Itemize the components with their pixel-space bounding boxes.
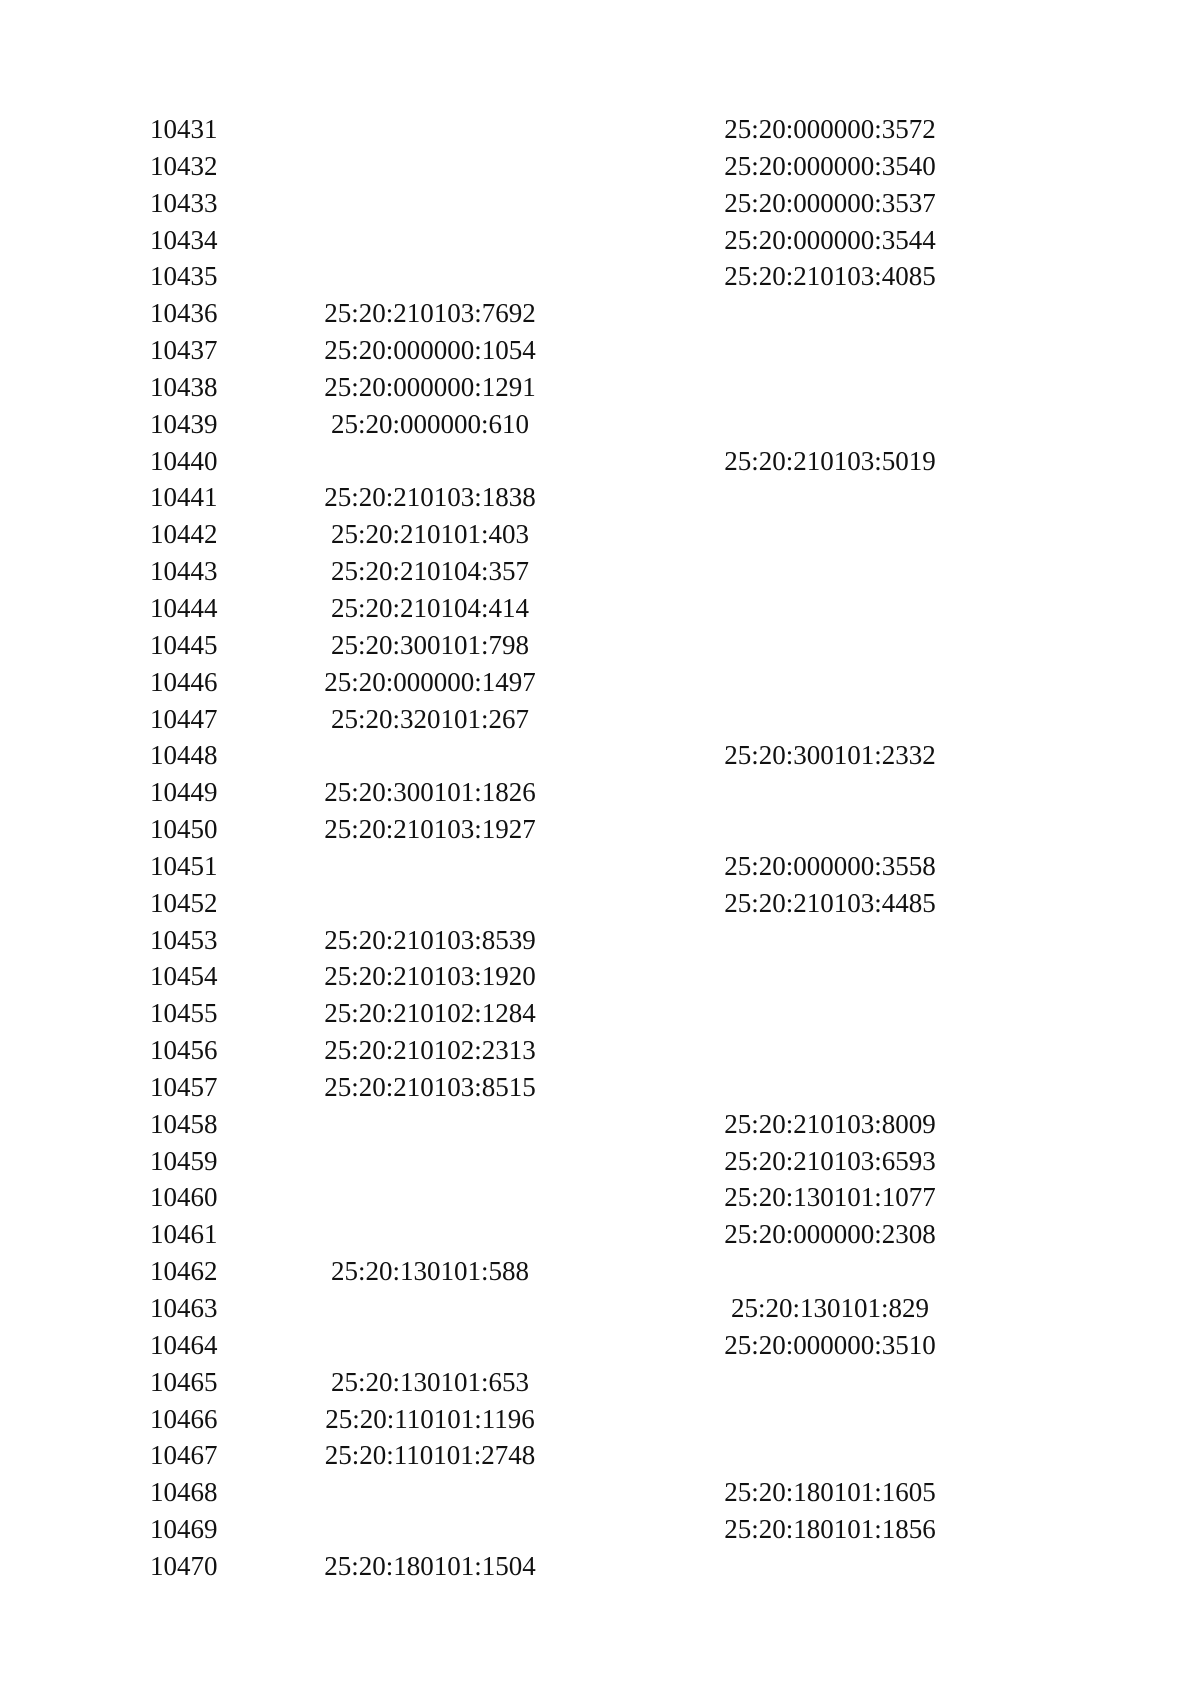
table-row: [0, 737, 1200, 774]
cadastral-number-col2: 25:20:000000:3544: [724, 224, 936, 255]
table-row: [0, 1216, 1200, 1253]
row-number: 10439: [150, 408, 218, 439]
cadastral-number-col1: 25:20:000000:1291: [324, 371, 536, 402]
cadastral-number-col2: 25:20:000000:2308: [724, 1219, 936, 1250]
table-row: [0, 1401, 1200, 1438]
table-row: [0, 1364, 1200, 1401]
row-number: 10458: [150, 1108, 218, 1139]
table-row: [0, 185, 1200, 222]
cadastral-number-col2: 25:20:180101:1856: [724, 1514, 936, 1545]
row-number: 10433: [150, 187, 218, 218]
cadastral-number-col2: 25:20:300101:2332: [724, 740, 936, 771]
row-number: 10454: [150, 961, 218, 992]
table-row: [0, 701, 1200, 738]
row-number: 10468: [150, 1477, 218, 1508]
row-number: 10461: [150, 1219, 218, 1250]
cadastral-number-col2: 25:20:000000:3558: [724, 850, 936, 881]
table-row: [0, 111, 1200, 148]
row-number: 10436: [150, 298, 218, 329]
table-row: [0, 1548, 1200, 1585]
cadastral-number-col1: 25:20:000000:1497: [324, 666, 536, 697]
cadastral-number-col1: 25:20:000000:610: [330, 408, 529, 439]
row-number: 10435: [150, 261, 218, 292]
cadastral-number-col2: 25:20:210103:4085: [724, 261, 936, 292]
cadastral-number-col1: 25:20:000000:1054: [324, 335, 536, 366]
row-number: 10434: [150, 224, 218, 255]
row-number: 10440: [150, 445, 218, 476]
row-number: 10441: [150, 482, 218, 513]
table-row: [0, 406, 1200, 443]
row-number: 10445: [150, 629, 218, 660]
row-number: 10453: [150, 924, 218, 955]
cadastral-number-col2: 25:20:000000:3510: [724, 1329, 936, 1360]
table-row: [0, 995, 1200, 1032]
row-number: 10449: [150, 777, 218, 808]
row-number: 10443: [150, 556, 218, 587]
cadastral-number-col1: 25:20:210103:8539: [324, 924, 536, 955]
row-number: 10455: [150, 998, 218, 1029]
cadastral-number-col1: 25:20:300101:1826: [324, 777, 536, 808]
row-number: 10431: [150, 114, 218, 144]
row-number: 10452: [150, 887, 218, 918]
cadastral-number-col1: 25:20:320101:267: [330, 703, 529, 734]
cadastral-number-col2: 25:20:130101:829: [730, 1293, 929, 1323]
table-row: [0, 369, 1200, 406]
cadastral-number-col1: 25:20:210103:1838: [324, 482, 536, 513]
cadastral-number-col1: 25:20:210103:7692: [324, 298, 536, 329]
row-number: 10456: [150, 1035, 218, 1066]
table-row: [0, 553, 1200, 590]
cadastral-number-col1: 25:20:210101:403: [330, 519, 529, 550]
table-row: [0, 1474, 1200, 1511]
row-number: 10464: [150, 1329, 218, 1360]
cadastral-number-col1: 25:20:210103:1920: [324, 961, 536, 992]
row-number: 10459: [150, 1145, 218, 1176]
table-row: [0, 1327, 1200, 1364]
cadastral-number-col1: 25:20:210103:8515: [324, 1071, 536, 1102]
row-number: 10444: [150, 592, 218, 623]
row-number: 10432: [150, 150, 218, 181]
row-number: 10467: [150, 1440, 218, 1471]
cadastral-number-col2: 25:20:000000:3572: [724, 114, 936, 144]
table-row: [0, 627, 1200, 664]
table-row: [0, 1437, 1200, 1474]
cadastral-number-col2: 25:20:000000:3537: [724, 187, 936, 218]
row-number: 10469: [150, 1514, 218, 1545]
row-number: 10450: [150, 814, 218, 845]
cadastral-number-col1: 25:20:110101:2748: [324, 1440, 536, 1471]
cadastral-number-col1: 25:20:110101:1196: [325, 1403, 535, 1434]
cadastral-number-col1: 25:20:210102:2313: [324, 1035, 536, 1066]
row-number: 10437: [150, 335, 218, 366]
cadastral-number-col2: 25:20:130101:1077: [724, 1182, 936, 1213]
table-row: [0, 1179, 1200, 1216]
table-row: [0, 885, 1200, 922]
row-number: 10465: [150, 1366, 218, 1397]
cadastral-number-col1: 25:20:180101:1504: [324, 1550, 536, 1581]
row-number: 10438: [150, 371, 218, 402]
row-number: 10463: [150, 1293, 218, 1323]
table-row: [0, 1106, 1200, 1143]
cadastral-number-col1: 25:20:210102:1284: [324, 998, 536, 1029]
table-row: [0, 258, 1200, 295]
table-row: [0, 1032, 1200, 1069]
row-number: 10451: [150, 850, 218, 881]
table-row: [0, 222, 1200, 259]
row-number: 10442: [150, 519, 218, 550]
row-number: 10460: [150, 1182, 218, 1213]
table-row: [0, 922, 1200, 959]
table-row: [0, 664, 1200, 701]
row-number: 10448: [150, 740, 218, 771]
cadastral-number-col1: 25:20:210104:414: [330, 592, 529, 623]
table-row: [0, 1143, 1200, 1180]
table-row: [0, 590, 1200, 627]
table-row: [0, 295, 1200, 332]
table-row: [0, 774, 1200, 811]
cadastral-number-col1: 25:20:300101:798: [330, 629, 529, 660]
cadastral-number-col1: 25:20:210104:357: [330, 556, 529, 587]
cadastral-number-col2: 25:20:210103:8009: [724, 1108, 936, 1139]
cadastral-number-col2: 25:20:180101:1605: [724, 1477, 936, 1508]
cadastral-number-col2: 25:20:210103:4485: [724, 887, 936, 918]
row-number: 10470: [150, 1550, 218, 1581]
cadastral-number-col2: 25:20:000000:3540: [724, 150, 936, 181]
table-row: [0, 479, 1200, 516]
table-row: [0, 443, 1200, 480]
cadastral-number-col2: 25:20:210103:6593: [724, 1145, 936, 1176]
table-row: [0, 958, 1200, 995]
record-table: [0, 111, 1200, 1585]
row-number: 10462: [150, 1256, 218, 1287]
row-number: 10466: [150, 1403, 218, 1434]
row-number: 10457: [150, 1071, 218, 1102]
table-row: [0, 1511, 1200, 1548]
table-row: [0, 1069, 1200, 1106]
table-row: [0, 1253, 1200, 1290]
row-number: 10446: [150, 666, 218, 697]
cadastral-number-col2: 25:20:210103:5019: [724, 445, 936, 476]
table-row: [0, 148, 1200, 185]
table-row: [0, 848, 1200, 885]
table-row: [0, 811, 1200, 848]
row-number: 10447: [150, 703, 218, 734]
table-row: [0, 516, 1200, 553]
cadastral-number-col1: 25:20:130101:588: [330, 1256, 529, 1287]
table-row: [0, 332, 1200, 369]
cadastral-number-col1: 25:20:210103:1927: [324, 814, 536, 845]
cadastral-number-col1: 25:20:130101:653: [330, 1366, 529, 1397]
table-row: [0, 1290, 1200, 1327]
